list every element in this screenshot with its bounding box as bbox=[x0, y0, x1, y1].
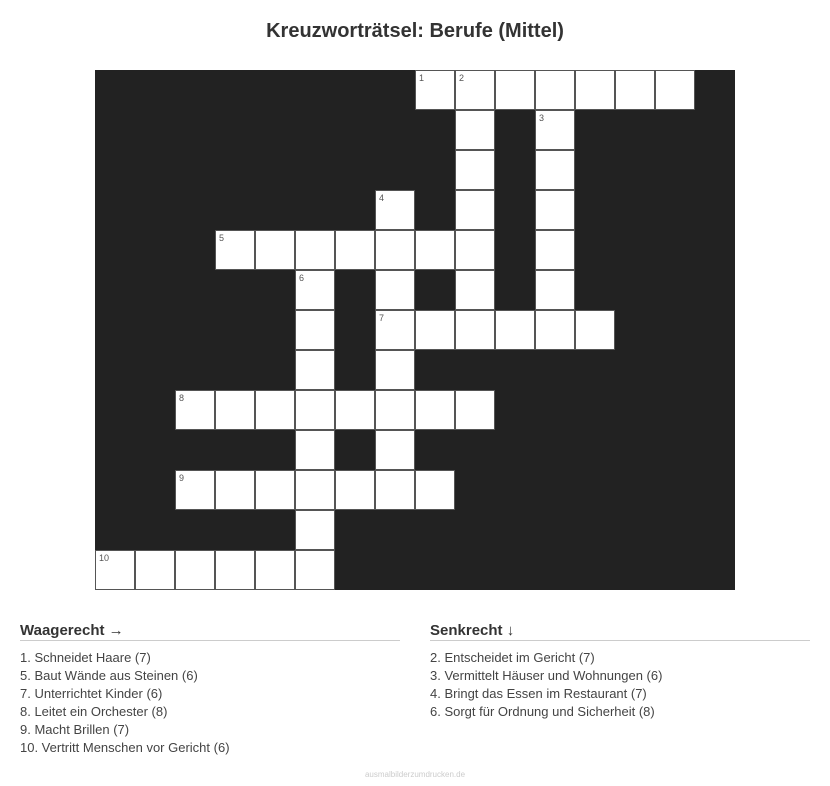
crossword-cell[interactable] bbox=[295, 470, 335, 510]
crossword-cell[interactable] bbox=[535, 230, 575, 270]
across-clue: 1. Schneidet Haare (7) bbox=[20, 650, 151, 665]
crossword-cell[interactable] bbox=[535, 150, 575, 190]
crossword-cell[interactable] bbox=[375, 190, 415, 230]
cell-number: 3 bbox=[539, 113, 545, 123]
crossword-cell[interactable] bbox=[415, 70, 455, 110]
across-clue: 10. Vertritt Menschen vor Gericht (6) bbox=[20, 740, 230, 755]
across-heading: Waagerecht → bbox=[20, 621, 400, 641]
crossword-cell[interactable] bbox=[455, 110, 495, 150]
crossword-cell[interactable] bbox=[375, 390, 415, 430]
crossword-cell[interactable] bbox=[335, 390, 375, 430]
crossword-cell[interactable] bbox=[295, 270, 335, 310]
crossword-cell[interactable] bbox=[455, 150, 495, 190]
crossword-cell[interactable] bbox=[175, 470, 215, 510]
crossword-grid bbox=[95, 70, 735, 590]
crossword-cell[interactable] bbox=[295, 350, 335, 390]
crossword-cell[interactable] bbox=[375, 350, 415, 390]
crossword-cell[interactable] bbox=[535, 310, 575, 350]
across-clue: 5. Baut Wände aus Steinen (6) bbox=[20, 668, 198, 683]
cell-number: 1 bbox=[419, 73, 425, 83]
crossword-cell[interactable] bbox=[375, 310, 415, 350]
cell-number: 10 bbox=[99, 553, 110, 563]
crossword-cell[interactable] bbox=[335, 470, 375, 510]
crossword-cell[interactable] bbox=[415, 470, 455, 510]
down-clue: 6. Sorgt für Ordnung und Sicherheit (8) bbox=[430, 704, 655, 719]
crossword-cell[interactable] bbox=[495, 70, 535, 110]
crossword-cell[interactable] bbox=[215, 550, 255, 590]
crossword-cell[interactable] bbox=[495, 310, 535, 350]
down-clue: 4. Bringt das Essen im Restaurant (7) bbox=[430, 686, 647, 701]
crossword-cell[interactable] bbox=[535, 190, 575, 230]
footer-credit: ausmalbilderzumdrucken.de bbox=[364, 770, 466, 779]
across-clue: 7. Unterrichtet Kinder (6) bbox=[20, 686, 163, 701]
crossword-cell[interactable] bbox=[295, 310, 335, 350]
crossword-cell[interactable] bbox=[175, 390, 215, 430]
crossword-cell[interactable] bbox=[175, 550, 215, 590]
crossword-cell[interactable] bbox=[95, 550, 135, 590]
cell-number: 9 bbox=[179, 473, 185, 483]
crossword-cell[interactable] bbox=[415, 390, 455, 430]
cell-number: 6 bbox=[299, 273, 305, 283]
crossword-cell[interactable] bbox=[375, 470, 415, 510]
crossword-cell[interactable] bbox=[295, 550, 335, 590]
crossword-cell[interactable] bbox=[455, 270, 495, 310]
crossword-cell[interactable] bbox=[295, 430, 335, 470]
page-title: Kreuzworträtsel: Berufe (Mittel) bbox=[266, 20, 564, 42]
crossword-cell[interactable] bbox=[455, 190, 495, 230]
crossword-cell[interactable] bbox=[375, 430, 415, 470]
cell-number: 2 bbox=[459, 73, 465, 83]
cell-number: 7 bbox=[379, 313, 385, 323]
crossword-cell[interactable] bbox=[335, 230, 375, 270]
down-clue: 2. Entscheidet im Gericht (7) bbox=[430, 650, 595, 665]
across-clues-section bbox=[20, 621, 400, 757]
crossword-cell[interactable] bbox=[375, 230, 415, 270]
across-clue-list bbox=[20, 649, 400, 757]
crossword-cell[interactable] bbox=[535, 270, 575, 310]
crossword-cell[interactable] bbox=[455, 230, 495, 270]
crossword-cell[interactable] bbox=[295, 510, 335, 550]
crossword-cell[interactable] bbox=[255, 230, 295, 270]
down-clue: 3. Vermittelt Häuser und Wohnungen (6) bbox=[430, 668, 663, 683]
cell-number: 5 bbox=[219, 233, 225, 243]
crossword-cell[interactable] bbox=[535, 70, 575, 110]
crossword-cell[interactable] bbox=[455, 70, 495, 110]
crossword-cell[interactable] bbox=[455, 310, 495, 350]
crossword-cell[interactable] bbox=[375, 270, 415, 310]
crossword-cell[interactable] bbox=[255, 550, 295, 590]
crossword-cell[interactable] bbox=[655, 70, 695, 110]
across-clue: 8. Leitet ein Orchester (8) bbox=[20, 704, 168, 719]
crossword-cell[interactable] bbox=[255, 390, 295, 430]
crossword-cell[interactable] bbox=[575, 70, 615, 110]
crossword-cell[interactable] bbox=[295, 230, 335, 270]
crossword-cell[interactable] bbox=[455, 390, 495, 430]
down-clue-list bbox=[430, 649, 810, 721]
down-clues-section bbox=[430, 621, 810, 721]
crossword-cell[interactable] bbox=[255, 470, 295, 510]
crossword-cell[interactable] bbox=[615, 70, 655, 110]
crossword-cell[interactable] bbox=[415, 230, 455, 270]
crossword-cell[interactable] bbox=[535, 110, 575, 150]
cell-number: 8 bbox=[179, 393, 185, 403]
crossword-cell[interactable] bbox=[215, 470, 255, 510]
crossword-cell[interactable] bbox=[215, 230, 255, 270]
crossword-cell[interactable] bbox=[215, 390, 255, 430]
crossword-cell[interactable] bbox=[135, 550, 175, 590]
crossword-cell[interactable] bbox=[415, 310, 455, 350]
down-heading: Senkrecht ↓ bbox=[430, 621, 810, 641]
across-clue: 9. Macht Brillen (7) bbox=[20, 722, 130, 737]
crossword-cell[interactable] bbox=[575, 310, 615, 350]
cell-number: 4 bbox=[379, 193, 385, 203]
crossword-cell[interactable] bbox=[295, 390, 335, 430]
